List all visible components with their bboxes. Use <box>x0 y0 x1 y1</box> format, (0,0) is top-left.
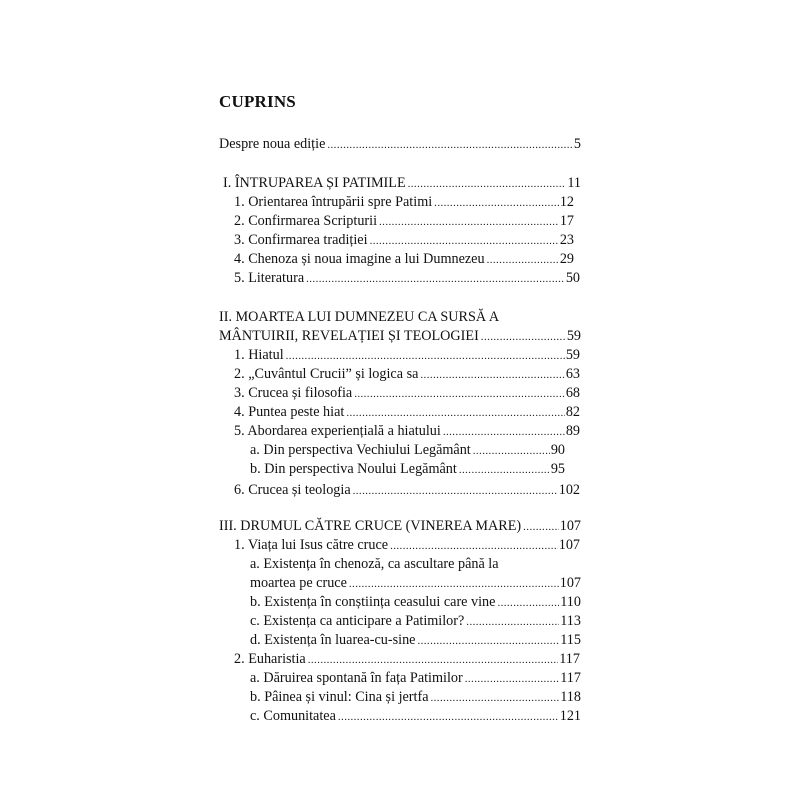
toc-entry-page: 107 <box>558 537 580 553</box>
toc-leader-dots <box>466 612 559 632</box>
toc-entry <box>223 173 581 193</box>
toc-entry <box>234 649 580 669</box>
toc-leader-dots <box>349 574 559 594</box>
toc-entry-label: moartea pe cruce <box>250 575 347 591</box>
toc-entry <box>234 421 580 441</box>
toc-entry-page: 63 <box>565 366 580 382</box>
toc-entry <box>250 459 565 479</box>
toc-entry-page: 23 <box>559 232 574 248</box>
toc-leader-dots <box>286 346 565 366</box>
toc-entry-page: 29 <box>559 251 574 267</box>
toc-entry-label: 2. „Cuvântul Crucii” și logica sa <box>234 366 419 382</box>
toc-entry-page: 107 <box>559 575 581 591</box>
toc-entry <box>219 326 581 346</box>
toc-leader-dots <box>353 481 558 501</box>
toc-entry-label: 1. Viața lui Isus către cruce <box>234 537 389 553</box>
toc-entry <box>250 554 581 574</box>
toc-entry-label: 4. Chenoza și noua imagine a lui Dumnezeu <box>234 251 485 267</box>
toc-entry-page: 11 <box>567 175 581 191</box>
toc-entry-page: 117 <box>559 651 580 667</box>
toc-leader-dots <box>443 422 565 442</box>
toc-leader-dots <box>408 174 567 194</box>
toc-entry-page: 95 <box>550 461 565 477</box>
toc-entry-label: 2. Euharistia <box>234 651 306 667</box>
toc-entry <box>234 480 580 500</box>
toc-entry <box>234 249 574 269</box>
toc-leader-dots <box>431 688 560 708</box>
toc-entry <box>234 192 574 212</box>
toc-entry <box>234 535 580 555</box>
toc-entry-page: 59 <box>566 328 581 344</box>
toc-entry-label: 4. Puntea peste hiat <box>234 404 345 420</box>
toc-leader-dots <box>306 269 565 289</box>
toc-entry <box>250 592 581 612</box>
toc-entry-page: 82 <box>565 404 580 420</box>
toc-entry <box>234 230 574 250</box>
toc-entry-label: a. Existența în chenoză, ca ascultare până la <box>250 556 499 572</box>
toc-leader-dots <box>523 517 559 537</box>
toc-leader-dots <box>459 460 550 480</box>
toc-entry-label: b. Pâinea și vinul: Cina și jertfa <box>250 689 429 705</box>
toc-leader-dots <box>465 669 559 689</box>
toc-entry <box>219 307 581 327</box>
toc-entry-label: d. Existența în luarea-cu-sine <box>250 632 416 648</box>
toc-leader-dots <box>379 212 559 232</box>
toc-entry <box>234 345 580 365</box>
toc-entry-label: MÂNTUIRII, REVELAȚIEI ȘI TEOLOGIEI <box>219 328 479 344</box>
toc-entry-page: 115 <box>560 632 581 648</box>
toc-entry <box>234 268 580 288</box>
toc-entry <box>219 516 581 536</box>
toc-leader-dots <box>354 384 565 404</box>
toc-entry-page: 89 <box>565 423 580 439</box>
toc-entry <box>250 706 581 726</box>
toc-entry <box>234 402 580 422</box>
toc-entry-label: 5. Abordarea experiențială a hiatului <box>234 423 441 439</box>
toc-entry <box>234 383 580 403</box>
toc-entry-page: 5 <box>573 136 581 152</box>
toc-entry-label: II. MOARTEA LUI DUMNEZEU CA SURSĂ A <box>219 309 500 325</box>
toc-entry-label: c. Existența ca anticipare a Patimilor? <box>250 613 465 629</box>
toc-entry <box>234 364 580 384</box>
toc-entry <box>250 630 581 650</box>
toc-entry-page: 12 <box>559 194 574 210</box>
toc-entry <box>250 611 581 631</box>
toc-entry-page: 107 <box>559 518 581 534</box>
toc-entry-page: 17 <box>559 213 574 229</box>
toc-leader-dots <box>481 327 566 347</box>
toc-entry-label: 5. Literatura <box>234 270 305 286</box>
toc-entry-page: 90 <box>550 442 565 458</box>
toc-leader-dots <box>417 631 559 651</box>
toc-entry-page: 110 <box>560 594 581 610</box>
toc-leader-dots <box>338 707 559 727</box>
toc-entry-label: III. DRUMUL CĂTRE CRUCE (VINEREA MARE) <box>219 518 522 534</box>
toc-entry-label: c. Comunitatea <box>250 708 336 724</box>
toc-entry-label: 2. Confirmarea Scripturii <box>234 213 378 229</box>
toc-entry-label: a. Dăruirea spontană în fața Patimilor <box>250 670 463 686</box>
toc-entry-page: 121 <box>559 708 581 724</box>
toc-entry <box>250 687 581 707</box>
toc-entry-page: 102 <box>558 482 580 498</box>
toc-entry-label: b. Existența în conștiința ceasului care vine <box>250 594 496 610</box>
toc-entry-page: 117 <box>560 670 581 686</box>
toc-entry-label: I. ÎNTRUPAREA ȘI PATIMILE <box>223 175 406 191</box>
toc-leader-dots <box>308 650 559 670</box>
toc-leader-dots <box>390 536 558 556</box>
toc-leader-dots <box>327 135 573 155</box>
toc-entry-label: 3. Crucea și filosofia <box>234 385 353 401</box>
toc-entry-page: 113 <box>560 613 581 629</box>
toc-title: CUPRINS <box>219 92 296 111</box>
toc-entry-page: 118 <box>560 689 581 705</box>
toc-leader-dots <box>420 365 564 385</box>
toc-entry <box>250 668 581 688</box>
toc-entry-label: 3. Confirmarea tradiției <box>234 232 368 248</box>
toc-entry-page: 59 <box>565 347 580 363</box>
toc-entry-label: 6. Crucea și teologia <box>234 482 351 498</box>
toc-leader-dots <box>434 193 559 213</box>
toc-entry <box>250 573 581 593</box>
toc-entry-page: 68 <box>565 385 580 401</box>
toc-leader-dots <box>346 403 564 423</box>
table-of-contents <box>219 0 581 800</box>
toc-entry <box>219 134 581 154</box>
toc-leader-dots <box>473 441 550 461</box>
toc-leader-dots <box>370 231 559 251</box>
toc-entry-label: 1. Hiatul <box>234 347 284 363</box>
toc-entry-label: 1. Orientarea întrupării spre Patimi <box>234 194 433 210</box>
toc-entry-page: 50 <box>565 270 580 286</box>
toc-entry <box>234 211 574 231</box>
toc-leader-dots <box>497 593 559 613</box>
toc-entry-label: a. Din perspectiva Vechiului Legământ <box>250 442 471 458</box>
toc-entry-label: b. Din perspectiva Noului Legământ <box>250 461 457 477</box>
toc-entry-label: Despre noua ediție <box>219 136 326 152</box>
toc-leader-dots <box>487 250 559 270</box>
toc-entry <box>250 440 565 460</box>
